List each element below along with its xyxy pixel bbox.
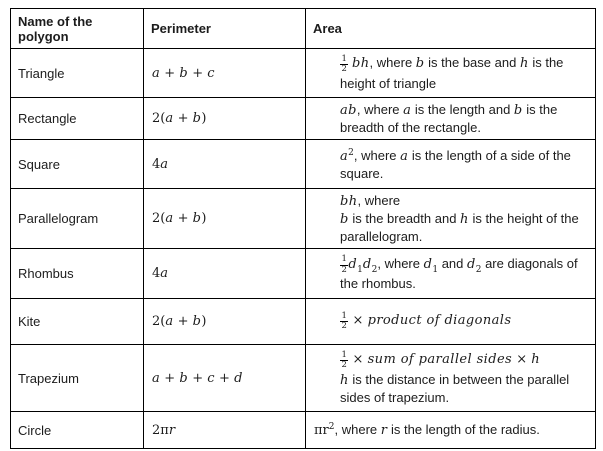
- formula-segment: a: [165, 211, 174, 226]
- formula-segment: , where: [334, 422, 381, 437]
- formula-table-container: [0, 8, 603, 449]
- formula-segment: b: [179, 65, 189, 81]
- formula-segment: d: [348, 256, 358, 272]
- perimeter-formula: [144, 49, 306, 98]
- formula-segment: d: [234, 370, 243, 386]
- formula-segment: +: [188, 65, 208, 81]
- formula-segment: a: [160, 266, 169, 281]
- formula-segment: is the length of the radius.: [387, 422, 540, 437]
- perimeter-formula: [144, 412, 306, 449]
- area-formula: [306, 49, 596, 98]
- formula-segment: b: [340, 212, 349, 227]
- formula-segment: h: [460, 212, 469, 227]
- formula-segment: b: [192, 211, 202, 226]
- col-header-perimeter: Perimeter: [144, 9, 306, 49]
- formula-segment: b: [415, 56, 425, 72]
- table-row: [11, 98, 596, 140]
- perimeter-formula: [144, 345, 306, 412]
- formula-segment: is the height of triangle: [340, 55, 564, 91]
- formula-segment: a: [403, 103, 412, 118]
- formula-segment: , where: [357, 193, 401, 208]
- perimeter-formula: [144, 140, 306, 189]
- formula-segment: ): [201, 211, 207, 226]
- polygon-name: Rhombus: [11, 249, 144, 299]
- perimeter-formula: [144, 249, 306, 299]
- formula-segment: a: [165, 314, 174, 329]
- formula-segment: r: [380, 423, 388, 438]
- formula-segment: , where: [377, 255, 424, 271]
- formula-segment: +: [173, 111, 193, 126]
- fraction: $\frac{1}{2}$: [341, 310, 347, 332]
- perimeter-formula: [144, 98, 306, 140]
- formula-segment: is the breadth and: [348, 211, 461, 226]
- formula-segment: c: [207, 370, 215, 386]
- formula-segment: is the base and: [424, 55, 520, 71]
- area-formula: [306, 98, 596, 140]
- formula-segment: h: [519, 56, 529, 72]
- formula-segment: and: [438, 255, 467, 271]
- formula-segment: sum of parallel sides: [367, 352, 513, 368]
- formula-segment: a: [152, 65, 161, 81]
- polygon-name: Square: [11, 140, 144, 189]
- area-formula: [306, 412, 596, 449]
- formula-segment: is the distance in between the parallel sides of trapezium.: [340, 371, 570, 405]
- polygon-name: Rectangle: [11, 98, 144, 140]
- formula-segment: d: [423, 256, 433, 272]
- formula-segment: +: [160, 370, 180, 386]
- formula-segment: bh: [340, 194, 358, 209]
- table-row: [11, 249, 596, 299]
- formula-segment: 2: [348, 147, 354, 158]
- table-row: [11, 49, 596, 98]
- formula-segment: ): [201, 314, 207, 329]
- polygon-name: Circle: [11, 412, 144, 449]
- formula-segment: 4: [152, 266, 161, 281]
- table-row: [11, 189, 596, 249]
- formula-segment: h: [340, 372, 349, 388]
- table-row: [11, 412, 596, 449]
- formula-segment: 2π: [152, 422, 169, 438]
- formula-segment: b: [192, 314, 202, 329]
- formula-segment: ×: [348, 313, 368, 329]
- formula-segment: 2: [475, 264, 482, 275]
- formula-segment: 2: [328, 422, 335, 432]
- formula-segment: are diagonals of the rhombus.: [340, 255, 578, 292]
- fraction: $\frac{1}{2}$: [341, 53, 347, 75]
- area-formula: [306, 189, 596, 249]
- formula-segment: +: [173, 314, 193, 329]
- formula-segment: product of diagonals: [367, 313, 512, 329]
- formula-segment: c: [207, 65, 215, 81]
- formula-segment: 1: [432, 264, 439, 275]
- formula-segment: ): [201, 111, 207, 126]
- formula-segment: +: [160, 65, 180, 81]
- area-formula: [306, 140, 596, 189]
- polygon-name: Kite: [11, 299, 144, 345]
- col-header-area: Area: [306, 9, 596, 49]
- table-header: [11, 9, 596, 49]
- header-row: [11, 9, 596, 49]
- formula-segment: h: [531, 352, 541, 368]
- formula-segment: bh: [352, 56, 370, 72]
- formula-segment: a: [340, 148, 349, 164]
- table-row: [11, 345, 596, 412]
- formula-segment: is the length and: [411, 102, 514, 117]
- formula-segment: is the breadth of the rectangle.: [340, 102, 558, 135]
- formula-segment: ×: [512, 352, 532, 368]
- formula-segment: is the length of a side of the square.: [340, 147, 571, 181]
- formula-segment: 2(: [152, 211, 166, 226]
- formula-segment: b: [513, 103, 523, 118]
- formula-segment: r: [168, 422, 176, 438]
- formula-segment: is the height of the parallelogram.: [340, 211, 579, 244]
- formula-segment: d: [467, 256, 476, 272]
- formula-segment: πr: [314, 423, 329, 438]
- formula-segment: +: [214, 370, 235, 386]
- formula-segment: 4: [152, 156, 161, 172]
- formula-segment: 1: [357, 264, 363, 275]
- formula-segment: a: [400, 148, 409, 164]
- formula-segment: 2(: [152, 111, 166, 126]
- formula-segment: b: [179, 370, 189, 386]
- page: [0, 8, 603, 451]
- perimeter-formula: [144, 189, 306, 249]
- polygon-name: Triangle: [11, 49, 144, 98]
- perimeter-formula: [144, 299, 306, 345]
- polygon-formula-table: [10, 8, 596, 449]
- formula-segment: a: [165, 111, 174, 126]
- formula-segment: , where: [353, 147, 401, 163]
- formula-segment: , where: [369, 55, 416, 71]
- formula-segment: 2(: [152, 314, 166, 329]
- polygon-name: Trapezium: [11, 345, 144, 412]
- formula-segment: a: [152, 370, 161, 386]
- area-formula: [306, 299, 596, 345]
- col-header-name: Name of the polygon: [11, 9, 144, 49]
- area-formula: [306, 249, 596, 299]
- fraction: $\frac{1}{2}$: [341, 349, 347, 371]
- table-row: [11, 299, 596, 345]
- formula-segment: ab: [340, 103, 357, 118]
- formula-segment: +: [173, 211, 193, 226]
- polygon-name: Parallelogram: [11, 189, 144, 249]
- formula-segment: , where: [356, 102, 404, 117]
- formula-segment: a: [160, 156, 169, 172]
- table-body: [11, 49, 596, 449]
- formula-segment: 2: [371, 264, 378, 275]
- table-row: [11, 140, 596, 189]
- fraction: $\frac{1}{2}$: [341, 254, 347, 275]
- formula-segment: b: [192, 111, 202, 126]
- formula-segment: d: [362, 256, 372, 272]
- formula-segment: +: [188, 370, 208, 386]
- area-formula: [306, 345, 596, 412]
- formula-segment: ×: [348, 352, 368, 368]
